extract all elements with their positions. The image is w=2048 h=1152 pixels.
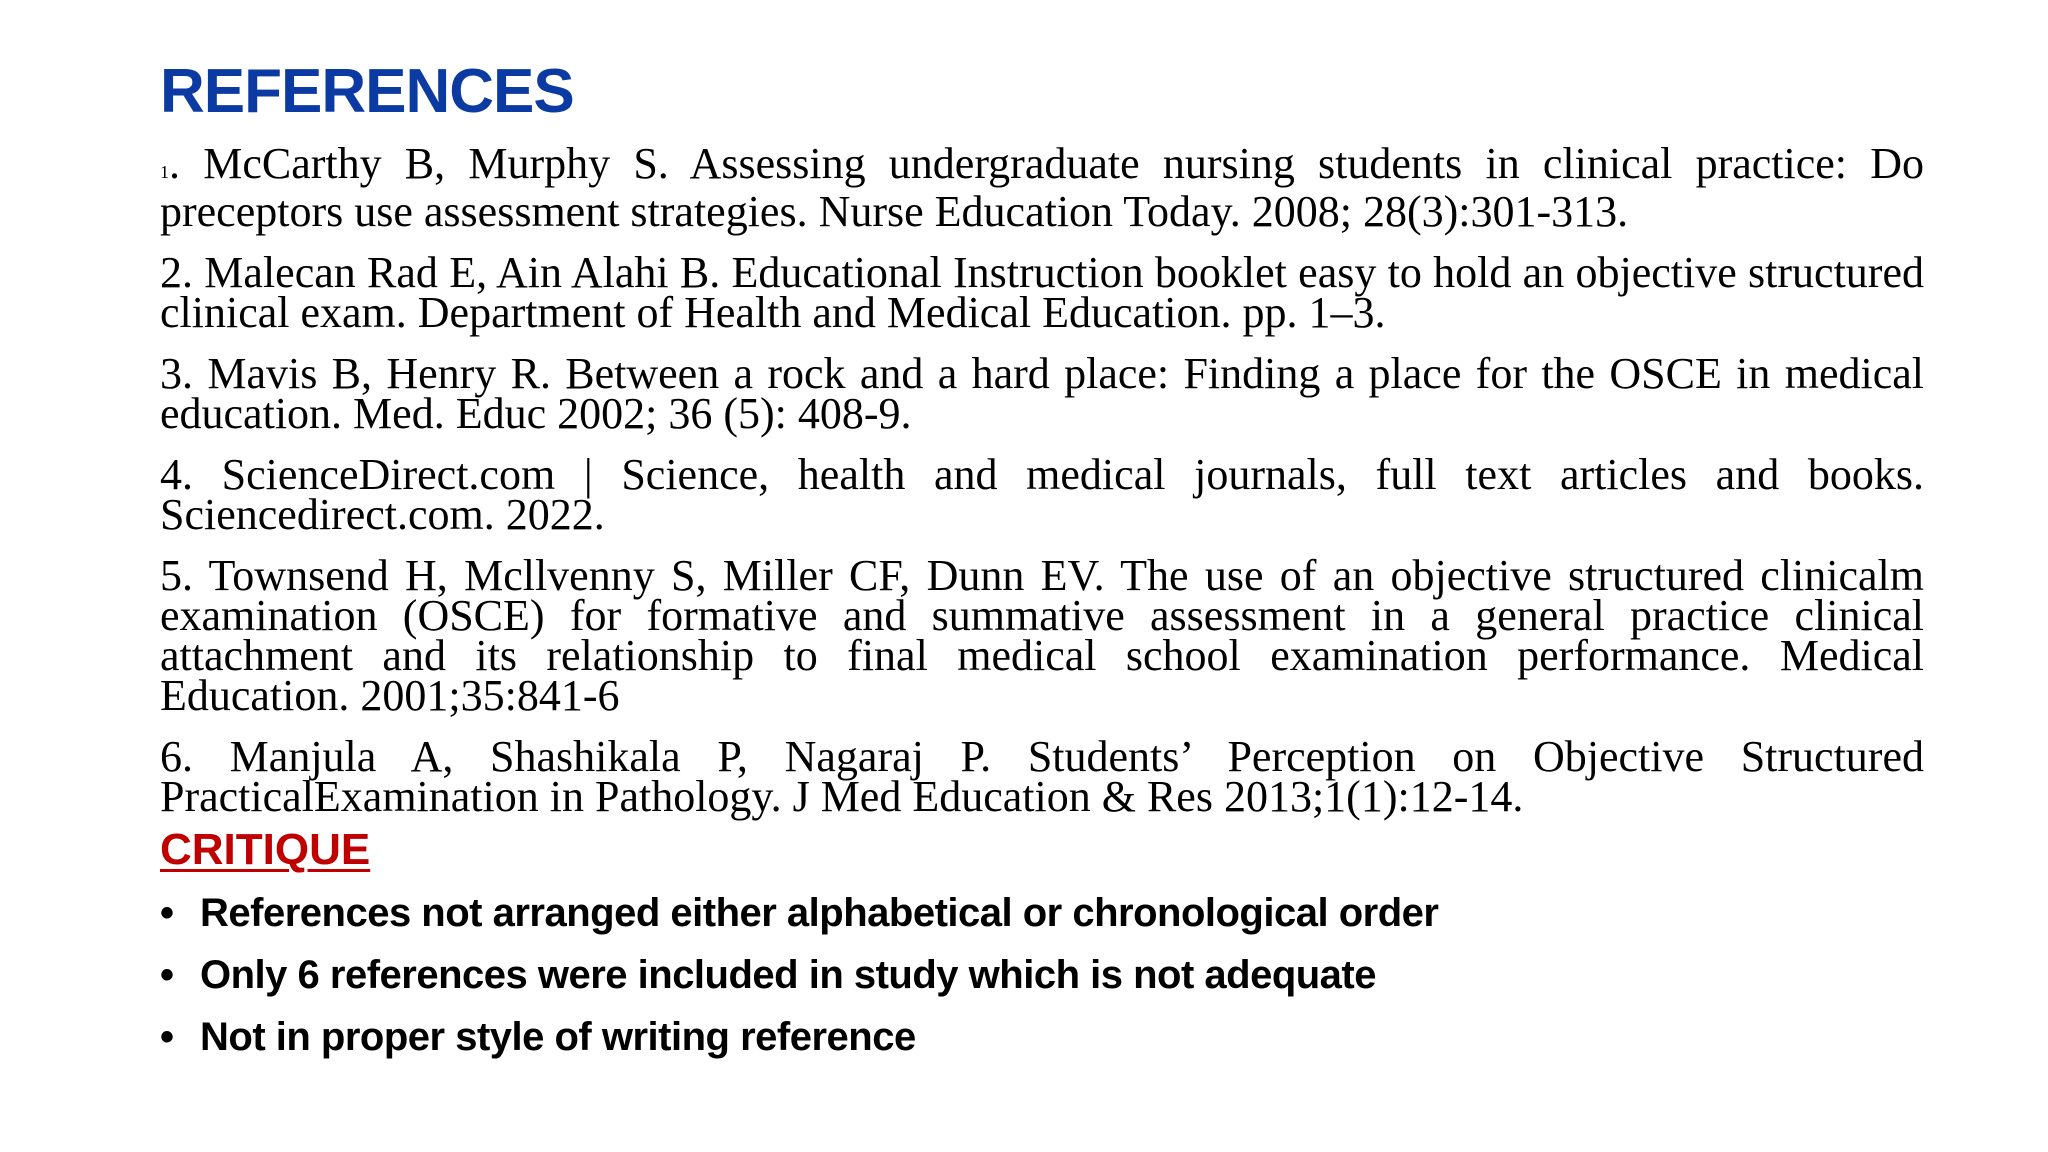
critique-list: [160, 882, 1438, 1068]
reference-separator-1: .: [169, 139, 204, 188]
reference-item-6: [160, 732, 1924, 821]
reference-number-1: 1: [160, 162, 169, 182]
reference-text-2: 2. Malecan Rad E, Ain Alahi B. Educational Instruction booklet easy to hold an objective structured clinical exam. Department of Health and Medical Education. pp. 1–3.: [160, 248, 1924, 337]
critique-item-2: [160, 944, 1438, 1006]
critique-item-1: [160, 882, 1438, 944]
reference-text-1: McCarthy B, Murphy S. Assessing undergraduate nursing students in clinical practice: Do preceptors use assessment strategies. Nurse Education Today. 2008; 28(3):301-313.: [160, 139, 1924, 236]
reference-text-3: 3. Mavis B, Henry R. Between a rock and a hard place: Finding a place for the OSCE in medical education. Med. Educ 2002; 36 (5): 408-9.: [160, 349, 1924, 438]
reference-text-6: 6. Manjula A, Shashikala P, Nagaraj P. Students’ Perception on Objective Structured PracticalExamination in Pathology. J Med Education & Res 2013;1(1):12-14.: [160, 732, 1924, 821]
reference-item-4: [160, 450, 1924, 539]
reference-item-1: [160, 139, 1924, 236]
reference-item-5: [160, 551, 1924, 720]
critique-text-2: Only 6 references were included in study which is not adequate: [200, 953, 1376, 997]
critique-text-1: References not arranged either alphabetical or chronological order: [200, 891, 1439, 935]
reference-item-2: [160, 248, 1924, 337]
bullet-icon: •: [160, 953, 174, 997]
bullet-icon: •: [160, 891, 174, 935]
reference-list: [160, 139, 1924, 838]
critique-heading: CRITIQUE: [160, 825, 371, 874]
reference-item-3: [160, 349, 1924, 438]
critique-text-3: Not in proper style of writing reference: [200, 1015, 916, 1059]
slide-title: REFERENCES: [160, 57, 574, 126]
reference-text-4: 4. ScienceDirect.com | Science, health and medical journals, full text articles and books. Sciencedirect.com. 2022.: [160, 450, 1924, 539]
reference-text-5: 5. Townsend H, Mcllvenny S, Miller CF, Dunn EV. The use of an objective structured clinicalm examination (OSCE) for formative and summative assessment in a general practice clinical attachment and its relationship to final medical school examination performance. Medical Education. 2001;35:841-6: [160, 551, 1924, 720]
bullet-icon: •: [160, 1015, 174, 1059]
critique-item-3: [160, 1006, 1438, 1068]
